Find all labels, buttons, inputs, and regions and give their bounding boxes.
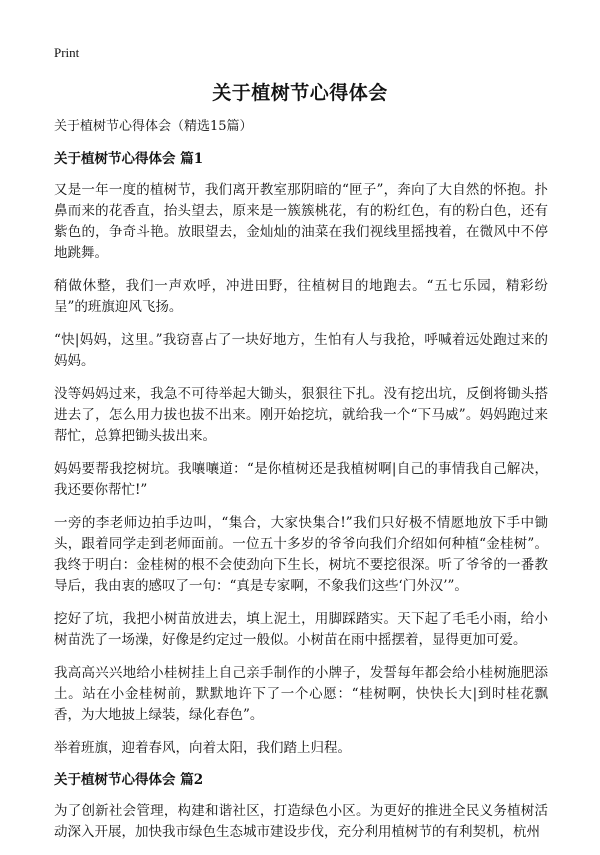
paragraph: 一旁的李老师边拍手边叫，“集合，大家快集合!”我们只好极不情愿地放下手中锄头，跟着同学走到老师面前。一位五十多岁的爷爷向我们介绍如何种植“金桂树”。我终于明白：金桂树的根不会使劲向下生长，树坑不要挖很深。听了爷爷的一番教导后，我由衷的感叹了一句：“真是专家啊，不象我们这些‘门外汉’”。 bbox=[54, 515, 548, 594]
print-link[interactable]: Print bbox=[54, 45, 80, 60]
article-subtitle: 关于植树节心得体会（精选15篇） bbox=[54, 119, 253, 134]
paragraph: 为了创新社会管理，构建和谐社区，打造绿色小区。为更好的推进全民义务植树活动深入开展，加快我市绿色生态城市建设步伐，充分利用植树节的有利契机，杭州 bbox=[54, 803, 548, 840]
paragraph: 妈妈要帮我挖树坑。我嚷嚷道：“是你植树还是我植树啊|自己的事情我自己解决，我还要你帮忙!” bbox=[54, 461, 548, 498]
article-body bbox=[54, 118, 548, 855]
paragraph: 稍做休整，我们一声欢呼，冲进田野，往植树目的地跑去。“五七乐园，精彩纷呈”的班旗迎风飞扬。 bbox=[54, 278, 548, 315]
paragraph: 没等妈妈过来，我急不可待举起大锄头，狠狠往下扎。没有挖出坑，反倒将锄头搭进去了，怎么用力拔也拔不出来。刚开始挖坑，就给我一个“下马威”。妈妈跑过来帮忙，总算把锄头拔出来。 bbox=[54, 386, 548, 444]
paragraph: “快|妈妈，这里。”我窃喜占了一块好地方，生怕有人与我抢，呼喊着远处跑过来的妈妈。 bbox=[54, 332, 548, 369]
paragraph: 又是一年一度的植树节，我们离开教室那阴暗的“匣子”，奔向了大自然的怀抱。扑鼻而来的花香直，抬头望去，原来是一簇簇桃花，有的粉红色，有的粉白色，还有紫色的，争奇斗艳。放眼望去，金灿灿的油菜在我们视线里摇拽着，在微风中不停地跳舞。 bbox=[54, 182, 548, 261]
paragraph: 我高高兴兴地给小桂树挂上自己亲手制作的小牌子，发誓每年都会给小桂树施肥添土。站在小金桂树前，默默地许下了一个心愿：“桂树啊，快快长大|到时桂花飘香，为大地披上绿装，绿化春色”。 bbox=[54, 665, 548, 723]
paragraph: 挖好了坑，我把小树苗放进去，填上泥土，用脚踩踏实。天下起了毛毛小雨，给小树苗洗了一场澡，好像是约定过一般似。小树苗在雨中摇摆着，显得更加可爱。 bbox=[54, 611, 548, 648]
section-heading-1: 关于植树节心得体会 篇1 bbox=[54, 151, 204, 167]
section-heading-2: 关于植树节心得体会 篇2 bbox=[54, 772, 204, 788]
page-title: 关于植树节心得体会 bbox=[212, 82, 388, 104]
paragraph: 举着班旗，迎着春风，向着太阳，我们踏上归程。 bbox=[54, 740, 351, 756]
